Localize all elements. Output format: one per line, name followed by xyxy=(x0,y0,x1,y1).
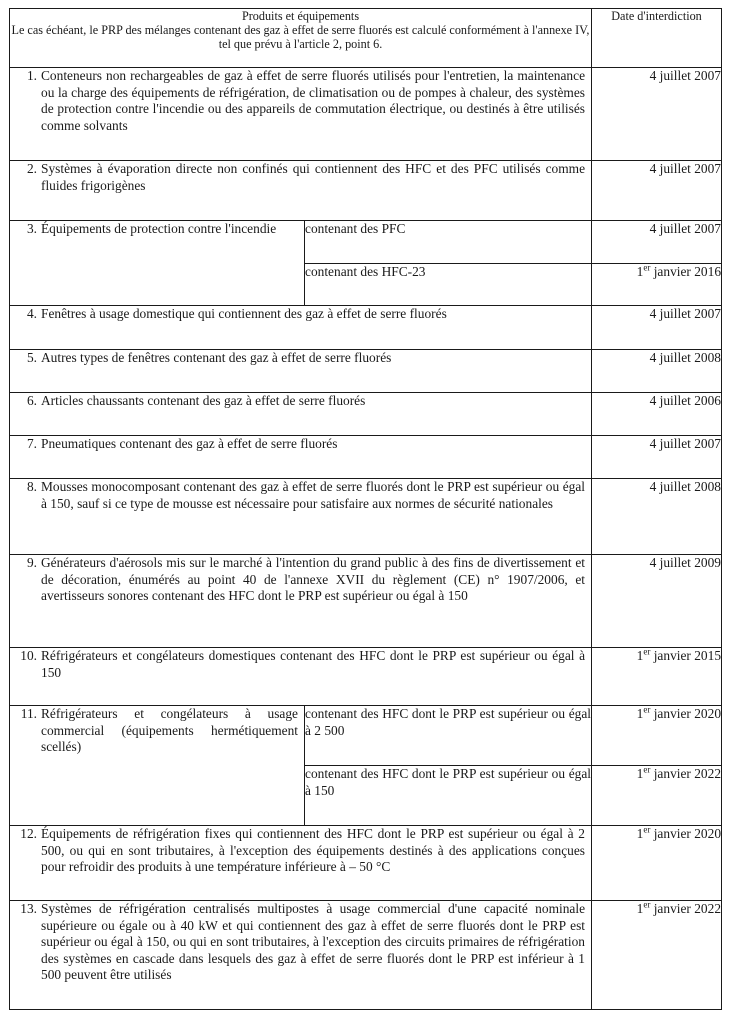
product-text: Équipements de protection contre l'incendie xyxy=(41,221,277,236)
row-number: 5. xyxy=(26,350,37,365)
product-text: Fenêtres à usage domestique qui contiennent des gaz à effet de serre fluorés xyxy=(41,306,447,321)
product-cell xyxy=(10,648,592,706)
product-cell xyxy=(10,350,592,393)
table-row xyxy=(10,350,722,393)
product-text: Articles chaussants contenant des gaz à effet de serre fluorés xyxy=(41,393,366,408)
row-number: 4. xyxy=(26,306,37,321)
ban-date: 1er janvier 2016 xyxy=(592,264,722,306)
products-header-title: Produits et équipements xyxy=(241,9,360,23)
table-row xyxy=(10,306,722,350)
product-text: Générateurs d'aérosols mis sur le marché à l'intention du grand public à des fins de divertissement et de décoration, énumérés au point 40 de l'annexe XVII du règlement (CE) n° 1907/2006, et avertisseurs sonores contenant des HFC dont le PRP est supérieur ou égal à 150 xyxy=(41,555,586,603)
product-cell xyxy=(10,555,592,648)
product-text: Pneumatiques contenant des gaz à effet de serre fluorés xyxy=(41,436,338,451)
product-text: Systèmes à évaporation directe non confinés qui contiennent des HFC et des PFC utilisés comme fluides frigorigènes xyxy=(41,161,586,193)
product-cell xyxy=(10,393,592,436)
product-cell xyxy=(10,306,592,350)
product-text: Systèmes de réfrigération centralisés multipostes à usage commercial d'une capacité nominale supérieure ou égale ou à 40 kW et qui contiennent des gaz à effet de serre fluorés dont le PRP est supérieur ou égal à 150, ou qui en sont tributaires, à l'exception des circuits primaires de réfrigération des systèmes en cascade dans lesquels des gaz à effet de serre fluorés dont le PRP est inférieur à 1 500 peuvent être utilisés xyxy=(41,901,586,982)
ban-date: 4 juillet 2007 xyxy=(592,306,722,350)
row-number: 12. xyxy=(20,826,37,841)
table-row xyxy=(10,479,722,555)
table-row xyxy=(10,901,722,1010)
ban-date: 4 juillet 2009 xyxy=(592,555,722,648)
table-row xyxy=(10,68,722,161)
product-cell xyxy=(10,901,592,1010)
product-cell xyxy=(10,161,592,221)
row-number: 2. xyxy=(26,161,37,176)
prohibition-table xyxy=(9,8,722,1010)
sub-condition: contenant des PFC xyxy=(305,221,592,264)
ban-date: 4 juillet 2007 xyxy=(592,161,722,221)
products-header xyxy=(10,9,592,68)
ban-date: 4 juillet 2008 xyxy=(592,479,722,555)
product-text: Réfrigérateurs et congélateurs à usage commercial (équipements hermétiquement scellés) xyxy=(41,706,298,754)
product-text: Autres types de fenêtres contenant des gaz à effet de serre fluorés xyxy=(41,350,392,365)
product-text: Réfrigérateurs et congélateurs domestiques contenant des HFC dont le PRP est supérieur ou égal à 150 xyxy=(41,648,586,680)
ban-date: 4 juillet 2007 xyxy=(592,221,722,264)
table-row xyxy=(10,555,722,648)
ban-date: 1er janvier 2015 xyxy=(592,648,722,706)
row-number: 3. xyxy=(26,221,37,236)
date-header: Date d'interdiction xyxy=(592,9,722,68)
sub-condition: contenant des HFC dont le PRP est supérieur ou égal à 2 500 xyxy=(305,706,592,766)
ban-date: 1er janvier 2020 xyxy=(592,706,722,766)
table-row xyxy=(10,221,722,264)
products-header-note: Le cas échéant, le PRP des mélanges contenant des gaz à effet de serre fluorés est calculé conformément à l'annexe IV, tel que prévu à l'article 2, point 6. xyxy=(11,23,590,51)
ban-date: 4 juillet 2007 xyxy=(592,436,722,479)
row-number: 13. xyxy=(20,901,37,916)
ban-date: 1er janvier 2020 xyxy=(592,826,722,901)
product-cell xyxy=(10,826,592,901)
table-header-row xyxy=(10,9,722,68)
product-text: Mousses monocomposant contenant des gaz à effet de serre fluorés dont le PRP est supérieur ou égal à 150, sauf si ce type de mousse est nécessaire pour satisfaire aux normes de sécurité nationales xyxy=(41,479,586,511)
ban-date: 4 juillet 2006 xyxy=(592,393,722,436)
table-row xyxy=(10,436,722,479)
row-number: 9. xyxy=(26,555,37,570)
row-number: 10. xyxy=(20,648,37,663)
table-row xyxy=(10,161,722,221)
product-cell xyxy=(10,479,592,555)
row-number: 1. xyxy=(26,68,37,83)
sub-condition: contenant des HFC dont le PRP est supérieur ou égal à 150 xyxy=(305,766,592,826)
product-cell xyxy=(10,221,305,306)
product-text: Conteneurs non rechargeables de gaz à effet de serre fluorés utilisés pour l'entretien, la maintenance ou la charge des équipements de réfrigération, de climatisation ou de pompes à chaleur, des systèmes de protection contre l'incendie ou des appareils de commutation électrique, ou destinés à être utilisés comme solvants xyxy=(41,68,586,133)
table-row xyxy=(10,648,722,706)
ban-date: 1er janvier 2022 xyxy=(592,766,722,826)
table-row xyxy=(10,826,722,901)
ban-date: 1er janvier 2022 xyxy=(592,901,722,1010)
row-number: 11. xyxy=(20,706,37,721)
ban-date: 4 juillet 2008 xyxy=(592,350,722,393)
table-row xyxy=(10,393,722,436)
ban-date: 4 juillet 2007 xyxy=(592,68,722,161)
sub-condition: contenant des HFC-23 xyxy=(305,264,592,306)
table-row xyxy=(10,706,722,766)
product-cell xyxy=(10,68,592,161)
product-cell xyxy=(10,706,305,826)
row-number: 6. xyxy=(26,393,37,408)
row-number: 7. xyxy=(26,436,37,451)
product-text: Équipements de réfrigération fixes qui contiennent des HFC dont le PRP est supérieur ou égal à 2 500, ou qui en sont tributaires, à l'exception des équipements destinés à des applications conçues pour refroidir des produits à une température inférieure à – 50 °C xyxy=(41,826,586,874)
product-cell xyxy=(10,436,592,479)
row-number: 8. xyxy=(26,479,37,494)
